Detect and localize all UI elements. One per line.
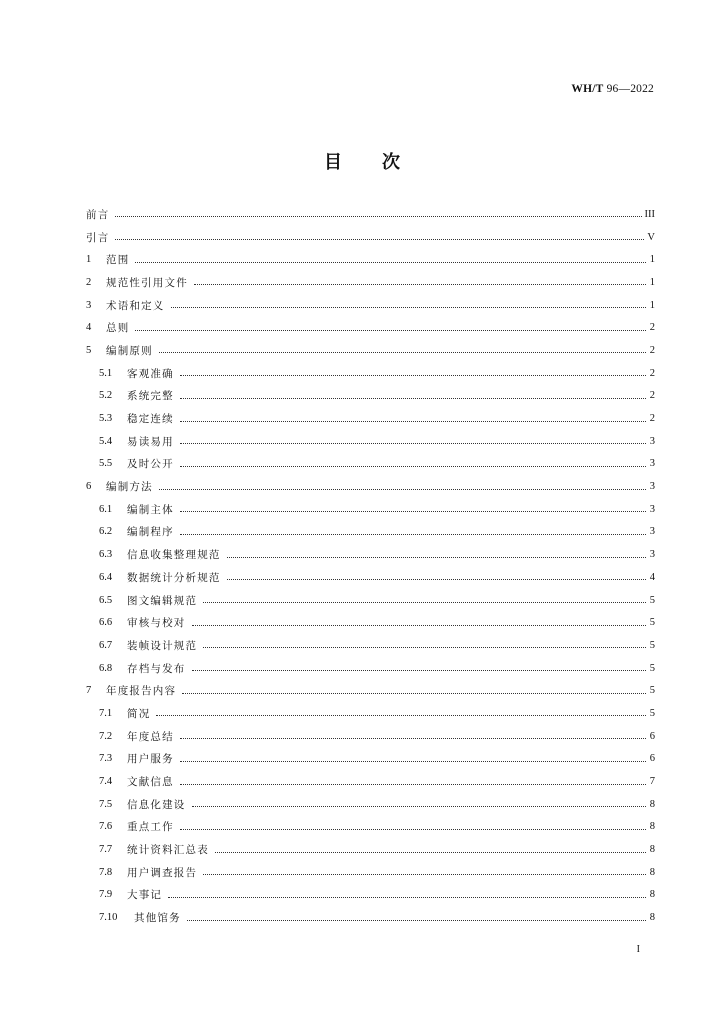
toc-entry[interactable]	[86, 566, 655, 589]
toc-entry-number: 4	[86, 322, 92, 334]
toc-entry-label: 文献信息	[127, 776, 174, 789]
toc-entry-label: 范围	[106, 254, 130, 267]
toc-entry-label: 前言	[86, 208, 110, 221]
toc-entry-label: 编制程序	[127, 526, 174, 539]
toc-entry-number: 6.5	[99, 594, 113, 606]
toc-entry-page: 7	[649, 776, 655, 788]
toc-entry[interactable]	[86, 475, 655, 498]
toc-entry-label: 总则	[106, 322, 130, 335]
dot-leader	[192, 805, 647, 807]
toc-entry-page: 3	[649, 481, 655, 493]
toc-entry[interactable]	[86, 339, 655, 362]
dot-leader	[180, 783, 646, 785]
toc-entry-page: 2	[649, 413, 655, 425]
toc-entry-number: 7.8	[99, 866, 113, 878]
table-of-contents	[86, 203, 655, 929]
toc-entry-number: 5.2	[99, 390, 113, 402]
toc-entry-number: 7.10	[99, 912, 118, 924]
dot-leader	[180, 510, 646, 512]
toc-entry-label: 用户调查报告	[127, 866, 198, 879]
dot-leader	[168, 896, 646, 898]
toc-entry[interactable]	[86, 725, 655, 748]
toc-entry[interactable]	[86, 430, 655, 453]
toc-entry-label: 年度报告内容	[106, 685, 177, 698]
dot-leader	[203, 646, 646, 648]
toc-entry-number: 6.7	[99, 639, 113, 651]
toc-entry-page: 6	[649, 730, 655, 742]
standard-prefix: WH/T	[571, 83, 604, 95]
toc-entry-number: 3	[86, 299, 92, 311]
toc-entry[interactable]	[86, 226, 655, 249]
toc-entry-page: 2	[649, 390, 655, 402]
toc-entry[interactable]	[86, 589, 655, 612]
toc-entry-label: 数据统计分析规范	[127, 571, 221, 584]
toc-entry-label: 年度总结	[127, 730, 174, 743]
dot-leader	[156, 714, 646, 716]
toc-entry-number: 7	[86, 685, 92, 697]
toc-entry[interactable]	[86, 453, 655, 476]
toc-entry-number: 5.5	[99, 458, 113, 470]
toc-entry-number: 7.6	[99, 821, 113, 833]
toc-entry[interactable]	[86, 316, 655, 339]
toc-entry-number: 6	[86, 481, 92, 493]
toc-entry-number: 7.7	[99, 844, 113, 856]
toc-entry-label: 装帧设计规范	[127, 639, 198, 652]
dot-leader	[227, 578, 646, 580]
toc-entry-number: 7.1	[99, 707, 113, 719]
toc-entry-label: 简况	[127, 707, 151, 720]
toc-entry[interactable]	[86, 498, 655, 521]
toc-entry-page: 5	[649, 617, 655, 629]
toc-entry-number: 6.6	[99, 617, 113, 629]
toc-entry-page: 1	[649, 299, 655, 311]
dot-leader	[187, 919, 646, 921]
toc-entry-page: III	[644, 208, 655, 220]
dot-leader	[135, 329, 646, 331]
dot-leader	[182, 692, 646, 694]
toc-entry-page: 4	[649, 571, 655, 583]
dot-leader	[192, 624, 647, 626]
toc-entry-label: 编制方法	[106, 481, 153, 494]
toc-entry[interactable]	[86, 679, 655, 702]
page-folio: I	[636, 944, 640, 955]
toc-entry-label: 客观准确	[127, 367, 174, 380]
toc-entry-label: 及时公开	[127, 458, 174, 471]
toc-entry-page: V	[647, 231, 655, 243]
toc-entry[interactable]	[86, 793, 655, 816]
dot-leader	[180, 828, 646, 830]
toc-entry-number: 7.2	[99, 730, 113, 742]
toc-entry-label: 易读易用	[127, 435, 174, 448]
toc-entry-number: 7.5	[99, 798, 113, 810]
toc-entry-label: 重点工作	[127, 821, 174, 834]
toc-entry-label: 信息化建设	[127, 798, 186, 811]
toc-entry-page: 3	[649, 526, 655, 538]
standard-code	[571, 83, 654, 95]
toc-entry-number: 7.3	[99, 753, 113, 765]
toc-entry-page: 8	[649, 844, 655, 856]
dot-leader	[180, 420, 646, 422]
toc-entry-page: 5	[649, 662, 655, 674]
toc-entry-label: 用户服务	[127, 753, 174, 766]
toc-entry-number: 6.1	[99, 503, 113, 515]
dot-leader	[180, 442, 646, 444]
toc-entry[interactable]	[86, 203, 655, 226]
dot-leader	[227, 556, 646, 558]
toc-entry[interactable]	[86, 884, 655, 907]
toc-entry-page: 8	[649, 798, 655, 810]
toc-entry[interactable]	[86, 748, 655, 771]
dot-leader	[180, 374, 646, 376]
toc-entry[interactable]	[86, 543, 655, 566]
dot-leader	[159, 351, 646, 353]
toc-entry-page: 8	[649, 912, 655, 924]
toc-entry-page: 6	[649, 753, 655, 765]
toc-entry-label: 其他馆务	[134, 912, 181, 925]
toc-entry-label: 信息收集整理规范	[127, 549, 221, 562]
toc-entry-page: 3	[649, 549, 655, 561]
toc-entry-number: 5.3	[99, 413, 113, 425]
dot-leader	[180, 760, 646, 762]
toc-title-char-2: 次	[382, 152, 400, 173]
toc-entry-label: 存档与发布	[127, 662, 186, 675]
toc-entry-page: 8	[649, 866, 655, 878]
toc-title	[0, 148, 724, 174]
toc-entry-number: 2	[86, 276, 92, 288]
toc-entry-label: 编制主体	[127, 503, 174, 516]
toc-entry[interactable]	[86, 611, 655, 634]
toc-entry-number: 1	[86, 254, 92, 266]
dot-leader	[192, 669, 647, 671]
toc-entry[interactable]	[86, 770, 655, 793]
toc-entry[interactable]	[86, 294, 655, 317]
toc-entry[interactable]	[86, 271, 655, 294]
dot-leader	[203, 873, 646, 875]
dot-leader	[159, 488, 646, 490]
toc-entry[interactable]	[86, 816, 655, 839]
toc-entry-number: 5.4	[99, 435, 113, 447]
toc-entry-number: 6.8	[99, 662, 113, 674]
toc-entry-label: 大事记	[127, 889, 163, 902]
dot-leader	[135, 261, 646, 263]
toc-entry[interactable]	[86, 362, 655, 385]
toc-entry[interactable]	[86, 248, 655, 271]
toc-entry-page: 5	[649, 639, 655, 651]
toc-entry-page: 2	[649, 344, 655, 356]
toc-entry[interactable]	[86, 906, 655, 929]
toc-entry-page: 1	[649, 276, 655, 288]
toc-entry-label: 审核与校对	[127, 617, 186, 630]
standard-number: 96—2022	[603, 83, 654, 95]
toc-entry-label: 术语和定义	[106, 299, 165, 312]
toc-entry-number: 5.1	[99, 367, 113, 379]
toc-entry-label: 规范性引用文件	[106, 276, 188, 289]
dot-leader	[115, 215, 641, 217]
toc-entry-page: 3	[649, 435, 655, 447]
dot-leader	[180, 465, 646, 467]
toc-entry-page: 5	[649, 707, 655, 719]
toc-entry[interactable]	[86, 407, 655, 430]
toc-entry-number: 5	[86, 344, 92, 356]
dot-leader	[180, 737, 646, 739]
toc-entry-number: 6.2	[99, 526, 113, 538]
dot-leader	[203, 601, 646, 603]
toc-title-char-1: 目	[324, 152, 342, 173]
toc-entry-page: 2	[649, 367, 655, 379]
toc-entry[interactable]	[86, 521, 655, 544]
toc-entry-page: 8	[649, 889, 655, 901]
toc-entry-number: 7.9	[99, 889, 113, 901]
toc-entry-number: 7.4	[99, 776, 113, 788]
dot-leader	[194, 283, 646, 285]
toc-entry[interactable]	[86, 634, 655, 657]
toc-entry[interactable]	[86, 702, 655, 725]
dot-leader	[180, 397, 646, 399]
toc-entry-page: 3	[649, 458, 655, 470]
toc-entry[interactable]	[86, 861, 655, 884]
toc-entry-page: 3	[649, 503, 655, 515]
toc-entry-page: 2	[649, 322, 655, 334]
toc-entry-page: 8	[649, 821, 655, 833]
dot-leader	[171, 306, 647, 308]
toc-entry-number: 6.3	[99, 549, 113, 561]
dot-leader	[215, 851, 646, 853]
toc-entry-label: 编制原则	[106, 344, 153, 357]
toc-entry-number: 6.4	[99, 571, 113, 583]
toc-entry[interactable]	[86, 657, 655, 680]
toc-entry[interactable]	[86, 385, 655, 408]
toc-entry-label: 引言	[86, 231, 110, 244]
toc-entry-page: 5	[649, 685, 655, 697]
toc-entry-label: 稳定连续	[127, 413, 174, 426]
toc-entry-page: 1	[649, 254, 655, 266]
toc-entry-label: 系统完整	[127, 390, 174, 403]
toc-entry-label: 图文编辑规范	[127, 594, 198, 607]
toc-entry-page: 5	[649, 594, 655, 606]
dot-leader	[180, 533, 646, 535]
dot-leader	[115, 238, 644, 240]
toc-entry[interactable]	[86, 838, 655, 861]
toc-entry-label: 统计资料汇总表	[127, 844, 209, 857]
